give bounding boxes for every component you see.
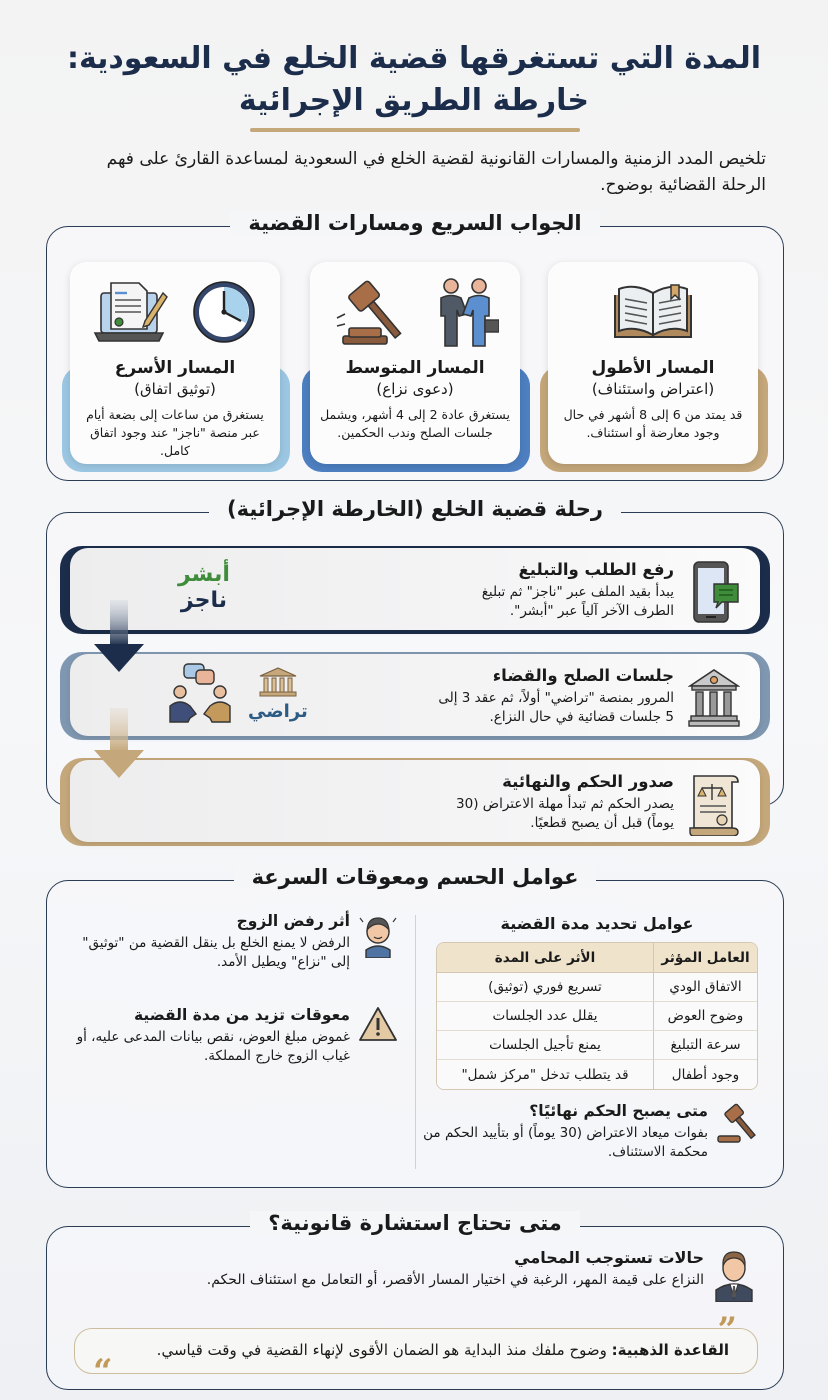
finality-title: متى يصبح الحكم نهائيًا؟ bbox=[529, 1102, 708, 1120]
path-name: المسار الأسرع bbox=[114, 358, 236, 378]
table-row: الاتفاق الودي تسريع فوري (توثيق) bbox=[437, 973, 757, 1002]
paths-section-title: الجواب السريع ومسارات القضية bbox=[47, 211, 783, 235]
platform-logos bbox=[178, 562, 230, 614]
signed-document-laptop-icon bbox=[93, 279, 169, 345]
obstacles-description: غموض مبلغ العوض، نقص بيانات المدعى عليه، أو غياب الزوج خارج المملكة. bbox=[76, 1029, 350, 1064]
consultation-section-title: متى تحتاج استشارة قانونية؟ bbox=[47, 1211, 783, 1235]
path-subtitle: (دعوى نزاع) bbox=[376, 380, 454, 398]
page-title-line2: خارطة الطريق الإجرائية bbox=[238, 83, 590, 118]
handshake-icon bbox=[433, 276, 499, 348]
golden-rule-box bbox=[74, 1310, 758, 1392]
path-name: المسار الأطول bbox=[591, 358, 715, 378]
scroll-scales-icon bbox=[688, 772, 740, 836]
phone-message-icon bbox=[688, 560, 740, 624]
courthouse-icon bbox=[688, 666, 740, 730]
path-name: المسار المتوسط bbox=[345, 358, 485, 378]
table-row: سرعة التبليغ يمنع تأجيل الجلسات bbox=[437, 1031, 757, 1060]
taradhi-logo: تراضي bbox=[248, 666, 308, 722]
najiz-logo: ناجز bbox=[180, 588, 227, 613]
husband-refusal-description: الرفض لا يمنع الخلع بل ينقل القضية من "توثيق" إلى "نزاع" ويطيل الأمد. bbox=[82, 935, 350, 970]
factors-table-title: عوامل تحديد مدة القضية bbox=[500, 914, 694, 933]
flow-arrows bbox=[94, 600, 144, 780]
title-divider bbox=[250, 128, 580, 132]
column-header: العامل المؤثر bbox=[653, 943, 757, 973]
journey-section-title: رحلة قضية الخلع (الخارطة الإجرائية) bbox=[47, 497, 783, 521]
quote-open-icon: ” bbox=[717, 1310, 737, 1350]
factors-table bbox=[436, 942, 758, 1090]
path-subtitle: (توثيق اتفاق) bbox=[134, 380, 216, 398]
open-book-icon bbox=[611, 281, 695, 343]
lawyer-title: حالات تستوجب المحامي bbox=[514, 1248, 704, 1267]
taradhi-building-icon bbox=[258, 666, 298, 698]
stressed-man-icon bbox=[358, 912, 398, 958]
table-header-row bbox=[437, 943, 757, 973]
path-description: يستغرق عادة 2 إلى 4 أشهر، ويشمل جلسات الصلح وندب الحكمين. bbox=[320, 407, 510, 440]
warning-icon bbox=[358, 1006, 398, 1044]
step-title: صدور الحكم والنهائية bbox=[502, 772, 674, 791]
column-header: الأثر على المدة bbox=[437, 943, 653, 973]
gavel-icon bbox=[331, 276, 411, 348]
lawyer-block bbox=[207, 1248, 756, 1302]
golden-rule-label: القاعدة الذهبية: bbox=[611, 1341, 729, 1359]
path-description: يستغرق من ساعات إلى بضعة أيام عبر منصة "ناجز" عند وجود اتفاق كامل. bbox=[86, 407, 264, 458]
path-card-medium bbox=[302, 262, 530, 472]
step-description: يبدأ بقيد الملف عبر "ناجز" ثم تبليغ الطرف الآخر آلياً عبر "أبشر". bbox=[481, 584, 674, 619]
path-card-fastest bbox=[62, 262, 290, 472]
lawyer-description: النزاع على قيمة المهر، الرغبة في اختيار المسار الأقصر، أو التعامل مع استئناف الحكم. bbox=[206, 1272, 704, 1288]
husband-refusal-title: أثر رفض الزوج bbox=[236, 912, 350, 930]
absher-logo: أبشر bbox=[178, 562, 230, 587]
lawyer-icon bbox=[712, 1248, 756, 1302]
step-title: رفع الطلب والتبليغ bbox=[518, 560, 674, 579]
journey-step-ruling bbox=[60, 758, 770, 846]
path-description: قد يمتد من 6 إلى 8 أشهر في حال وجود معارضة أو استئناف. bbox=[563, 407, 743, 440]
step-description: يصدر الحكم ثم تبدأ مهلة الاعتراض (30 يوماً) قبل أن يصبح قطعيًا. bbox=[456, 796, 674, 831]
finality-block bbox=[408, 1102, 758, 1162]
step-description: المرور بمنصة "تراضي" أولاً، ثم عقد 3 إلى 5 جلسات قضائية في حال النزاع. bbox=[438, 690, 674, 725]
step-title: جلسات الصلح والقضاء bbox=[492, 666, 674, 685]
table-row: وجود أطفال قد يتطلب تدخل "مركز شمل" bbox=[437, 1060, 757, 1089]
quote-close-icon: “ bbox=[93, 1352, 113, 1392]
journey-step-sessions bbox=[60, 652, 770, 740]
page-title bbox=[0, 38, 828, 122]
path-subtitle: (اعتراض واستئناف) bbox=[591, 380, 715, 398]
clock-icon bbox=[191, 279, 257, 345]
mediation-people-icon bbox=[166, 662, 236, 726]
intro-text: تلخيص المدد الزمنية والمسارات القانونية لقضية الخلع في السعودية لمساعدة القارئ على فهم الرحلة القضائية بوضوح. bbox=[106, 149, 766, 195]
golden-rule-text: القاعدة الذهبية: وضوح ملفك منذ البداية هو الضمان الأقوى لإنهاء القضية في وقت قياسي. bbox=[156, 1341, 729, 1359]
obstacles-title: معوقات تزيد من مدة القضية bbox=[134, 1006, 350, 1024]
table-row: وضوح العوض يقلل عدد الجلسات bbox=[437, 1002, 757, 1031]
finality-description: بفوات ميعاد الاعتراض (30 يوماً) أو بتأييد الحكم من محكمة الاستئناف. bbox=[423, 1125, 708, 1160]
factors-section-title: عوامل الحسم ومعوقات السرعة bbox=[47, 865, 783, 889]
page-title-line1: المدة التي تستغرقها قضية الخلع في السعودية: bbox=[66, 41, 762, 76]
journey-step-filing bbox=[60, 546, 770, 634]
gavel-icon bbox=[716, 1102, 758, 1144]
obstacles-block bbox=[72, 1006, 398, 1066]
path-card-longest bbox=[540, 262, 768, 472]
husband-refusal-block bbox=[72, 912, 398, 972]
